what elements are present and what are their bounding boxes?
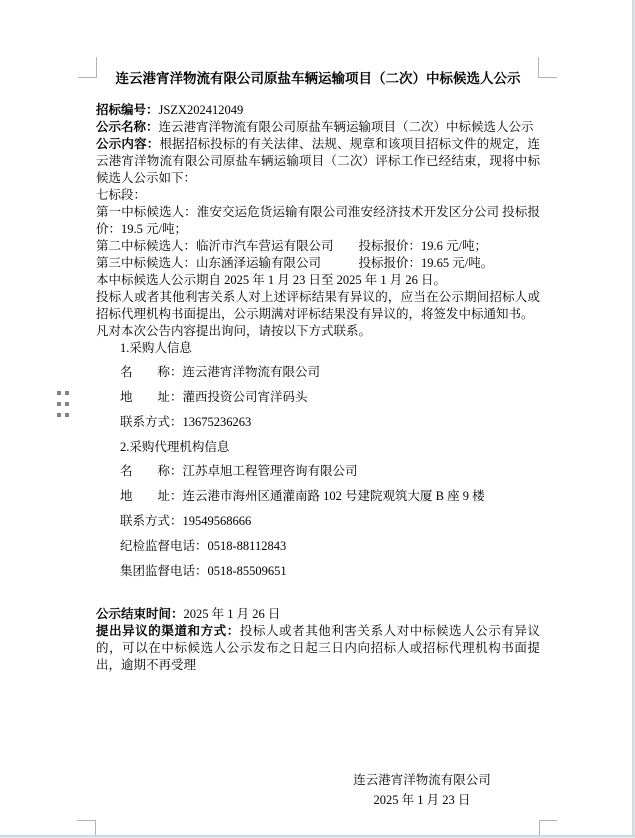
crop-mark-top-left-icon — [78, 57, 97, 78]
objection-channel-label: 提出异议的渠道和方式： — [96, 624, 240, 638]
drag-handle-dot — [65, 413, 69, 417]
purchaser-phone-line: 联系方式：13675236263 — [120, 415, 252, 429]
agency-address-line: 地 址：连云港市海州区通灌南路 102 号建院观筑大厦 B 座 9 楼 — [120, 489, 485, 503]
notice-name-label: 公示名称： — [96, 120, 159, 134]
notice-content-label: 公示内容： — [96, 137, 160, 151]
discipline-phone-line: 纪检监督电话：0518-88112843 — [120, 539, 287, 553]
bid-number-value: JSZX202412049 — [158, 103, 244, 117]
bid-number-label: 招标编号： — [96, 103, 159, 117]
drag-handle-icon[interactable] — [57, 391, 69, 417]
objection-paragraph: 投标人或者其他利害关系人对上述评标结果有异议的，应当在公示期间招标人或招标代理机构书面提出，公示期满对评标结果没有异议的，将签发中标通知书。 — [96, 290, 540, 321]
drag-handle-dot — [57, 413, 61, 417]
document-title: 连云港宵洋物流有限公司原盐车辆运输项目（二次）中标候选人公示 — [115, 71, 521, 86]
signature-block — [310, 770, 534, 810]
candidate-line-1: 第一中标候选人：淮安交运危货运输有限公司淮安经济技术开发区分公司 投标报价：19.5 元/吨； — [96, 205, 540, 236]
drag-handle-dot — [57, 391, 61, 395]
publicity-period-line: 本中标候选人公示期自 2025 年 1 月 23 日至 2025 年 1 月 26 日。 — [96, 273, 447, 287]
contact-intro-line: 凡对本次公告内容提出询问，请按以下方式联系。 — [96, 324, 372, 338]
agency-phone-line: 联系方式：19549568666 — [120, 514, 252, 528]
notice-name-line — [96, 119, 540, 136]
agency-name-line: 名 称：江苏卓旭工程管理咨询有限公司 — [120, 464, 358, 478]
publicity-end-label: 公示结束时间： — [96, 607, 184, 621]
section-heading: 七标段： — [96, 188, 147, 202]
purchaser-address-line: 地 址：灌西投资公司宵洋码头 — [120, 390, 308, 404]
publicity-end-value: 2025 年 1 月 26 日 — [183, 607, 281, 621]
signature-org: 连云港宵洋物流有限公司 — [353, 773, 491, 787]
candidate-line-3: 第三中标候选人：山东涵泽运输有限公司 投标报价：19.65 元/吨。 — [96, 256, 494, 270]
publicity-end-line — [96, 606, 540, 623]
drag-handle-dot — [57, 402, 61, 406]
group-phone-line: 集团监督电话：0518-85509651 — [120, 564, 287, 578]
objection-channel-line — [96, 623, 540, 674]
notice-content-value: 根据招标投标的有关法律、法规、规章和该项目招标文件的规定，连云港宵洋物流有限公司原盐车辆运输项目（二次）评标工作已经结束，现将中标候选人公示如下： — [96, 137, 540, 185]
drag-handle-dot — [65, 402, 69, 406]
bid-number-line — [96, 102, 540, 119]
signature-date: 2025 年 1 月 23 日 — [373, 793, 471, 807]
notice-content-line — [96, 136, 540, 187]
objection-channel-value: 投标人或者其他利害关系人对中标候选人公示有异议的，可以在中标候选人公示发布之日起三日内向招标人或招标代理机构书面提出，逾期不再受理 — [96, 624, 540, 672]
candidate-line-2: 第二中标候选人：临沂市汽车营运有限公司 投标报价：19.6 元/吨； — [96, 239, 487, 253]
purchaser-name-line: 名 称：连云港宵洋物流有限公司 — [120, 365, 321, 379]
crop-mark-top-right-icon — [538, 57, 557, 78]
purchaser-section-heading: 1.采购人信息 — [120, 341, 192, 355]
notice-name-value: 连云港宵洋物流有限公司原盐车辆运输项目（二次）中标候选人公示 — [158, 120, 534, 134]
agency-section-heading: 2.采购代理机构信息 — [120, 440, 230, 454]
drag-handle-dot — [65, 391, 69, 395]
document-body — [96, 70, 540, 674]
